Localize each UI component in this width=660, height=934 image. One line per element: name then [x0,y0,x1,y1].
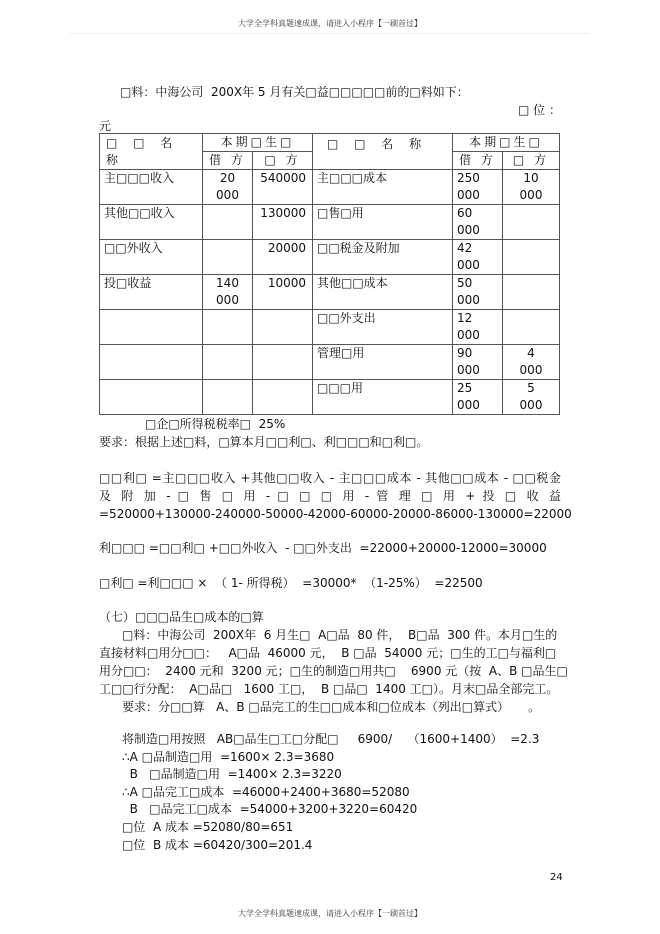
row-right-account-name: □□□用 [313,380,453,415]
header-account-name-left: □ □ 名 称 [100,134,203,170]
table-row [100,380,560,415]
section7-title: （七）□□□品生□成本的□算 [99,610,264,624]
row-left-debit [203,240,253,275]
solution-line: B □品制造□用 =1400× 2.3=3220 [122,767,342,782]
row-right-debit: 250 000 [453,170,503,205]
row-right-account-name: □售□用 [313,205,453,240]
header-divider [70,33,590,34]
row-left-account-name [100,380,203,415]
solution-line: ∴A □品完工□成本 =46000+2400+3680=52080 [122,784,410,799]
row-left-credit: 130000 [253,205,313,240]
row-right-debit: 12 000 [453,310,503,345]
row-right-credit [503,240,560,275]
net-profit-formula: □利□ =利□□□ × （ 1- 所得税） =30000* （1-25%） =22500 [99,576,483,590]
header-period-right: 本期□生□ [453,134,560,152]
section7-para-line3: 用分□□： 2400 元和 3200 元；□生的制造□用共□ 6900 元（按 A、B □品生□ [99,664,568,678]
table-header-row [100,134,560,152]
unit-label: □ 位 ： [518,103,561,117]
tax-rate-note: □企□所得税税率□ 25% [145,417,286,431]
header-period-left: 本期□生□ [203,134,313,152]
row-right-debit: 25 000 [453,380,503,415]
row-right-credit: 10 000 [503,170,560,205]
row-left-debit [203,345,253,380]
row-left-account-name: 其他□□收入 [100,205,203,240]
solution-line: ∴A □品制造□用 =1600× 2.3=3680 [122,749,335,764]
header-debit-right: 借 方 [453,152,503,170]
row-right-account-name: 其他□□成本 [313,275,453,310]
row-left-credit [253,310,313,345]
row-right-account-name: □□税金及附加 [313,240,453,275]
row-left-account-name: 主□□□收入 [100,170,203,205]
row-right-credit [503,310,560,345]
row-right-debit: 90 000 [453,345,503,380]
unit-value: 元 [99,119,112,133]
header-account-name-right: □ □ 名 称 [313,134,453,170]
row-right-account-name: 管理□用 [313,345,453,380]
row-left-debit [203,380,253,415]
row-right-debit: 50 000 [453,275,503,310]
table-row [100,205,560,240]
row-right-credit: 4 000 [503,345,560,380]
row-left-account-name: □□外收入 [100,240,203,275]
header-watermark: 大学全学科真题速成课，请进入小程序【一刷首过】 [238,19,422,28]
total-profit-formula: 利□□□ =□□利□ +□□外收入 - □□外支出 =22000+20000-12000=30000 [99,541,547,555]
row-left-account-name [100,345,203,380]
section7-requirement: 要求：分□□算 A、B □品完工的生□□成本和□位成本（列出□算式） 。 [122,700,541,714]
row-left-debit [203,310,253,345]
footer-watermark: 大学全学科真题速成课，请进入小程序【一刷首过】 [238,909,422,918]
solution-line: □位 B 成本 =60420/300=201.4 [122,837,313,852]
intro-line: □料：中海公司 200X年 5 月有关□益□□□□□前的□料如下： [120,85,469,99]
income-ledger-table [99,133,560,415]
row-left-credit: 20000 [253,240,313,275]
row-right-debit: 42 000 [453,240,503,275]
table-row [100,240,560,275]
row-right-credit [503,205,560,240]
section7-para-line4: 工□□行分配： A□品□ 1600 工□， B □品□ 1400 工□）。月末□品全部完工。 [99,682,559,696]
section7-para-line1: □料：中海公司 200X年 6 月生□ A□品 80 件， B□品 300 件。本月□生的 [122,628,558,642]
header-debit-left: 借 方 [203,152,253,170]
row-left-credit: 540000 [253,170,313,205]
table-row [100,310,560,345]
row-left-credit: 10000 [253,275,313,310]
row-right-debit: 60 000 [453,205,503,240]
row-left-debit: 20 000 [203,170,253,205]
table-row [100,170,560,205]
row-right-credit [503,275,560,310]
header-credit-left: □ 方 [253,152,313,170]
row-left-account-name [100,310,203,345]
operating-profit-formula-line1: □□利□ =主□□□收入 +其他□□收入 - 主□□□成本 - 其他□□成本 - □□税金 [99,471,561,485]
row-right-account-name: □□外支出 [313,310,453,345]
row-left-account-name: 投□收益 [100,275,203,310]
row-left-credit [253,345,313,380]
row-right-account-name: 主□□□成本 [313,170,453,205]
operating-profit-formula-line3: =520000+130000-240000-50000-42000-60000-20000-86000-130000=22000 [99,507,572,521]
table-row [100,275,560,310]
row-right-credit: 5 000 [503,380,560,415]
row-left-debit: 140 000 [203,275,253,310]
row-left-debit [203,205,253,240]
header-credit-right: □ 方 [503,152,560,170]
solution-line: B □品完工□成本 =54000+3200+3220=60420 [122,802,418,817]
solution-line: □位 A 成本 =52080/80=651 [122,820,294,834]
requirement-1: 要求：根据上述□料，□算本月□□利□、利□□□和□利□。 [99,435,429,449]
row-left-credit [253,380,313,415]
table-row [100,345,560,380]
page-number: 24 [550,872,563,883]
solution-line: 将制造□用按照 AB□品生□工□分配□ 6900/ （1600+1400） =2.3 [122,732,540,746]
operating-profit-formula-line2: 及 附 加 - □ 售 □ 用 - □ □ □ 用 - 管 理 □ 用 + 投 □ 收 益 [99,489,561,503]
section7-para-line2: 直接材料□用分□□： A□品 46000 元， B □品 54000 元；□生的工□与福利□ [99,646,557,660]
